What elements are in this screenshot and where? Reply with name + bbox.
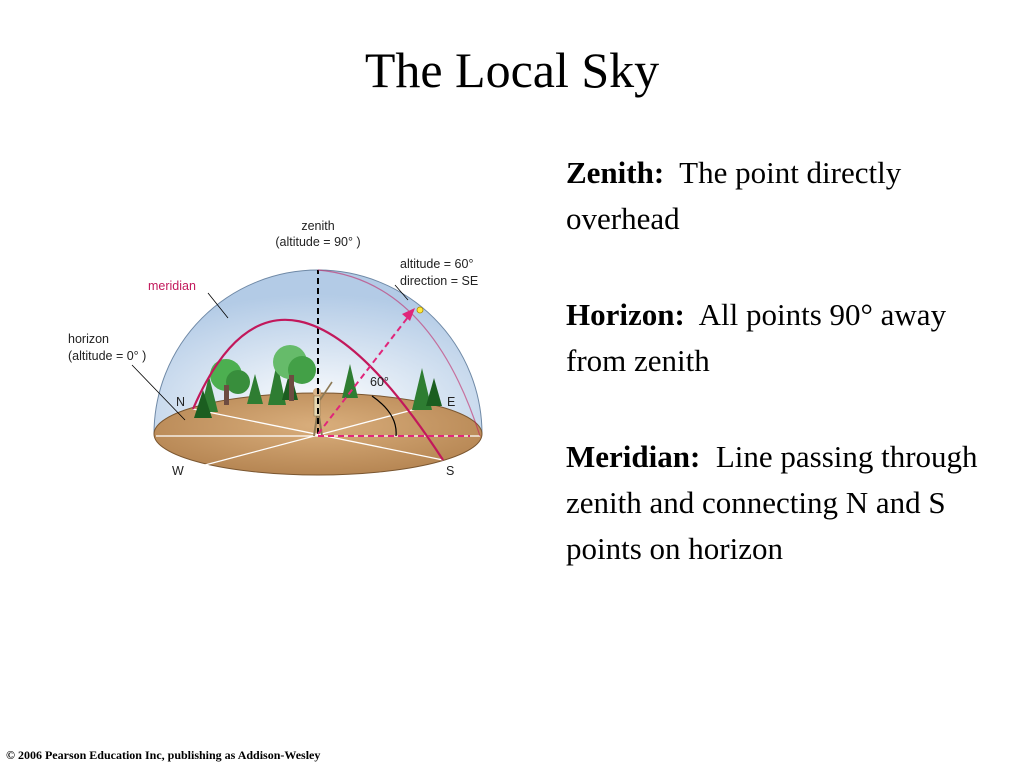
definition-zenith: [566, 150, 986, 242]
definition-text: All points 90° away from zenith: [566, 297, 947, 378]
definition-horizon: [566, 292, 986, 384]
definition-term: Zenith:: [566, 155, 665, 190]
definition-text: Line passing through zenith and connecting N and S points on horizon: [566, 439, 978, 566]
north-label: N: [176, 395, 186, 409]
zenith-altitude-label: (altitude = 90° ): [275, 235, 361, 249]
definitions-panel: [566, 150, 986, 622]
meridian-label: meridian: [148, 279, 196, 293]
star-point: [417, 307, 423, 313]
slide-title: The Local Sky: [364, 42, 660, 98]
definition-text: The point directly overhead: [566, 155, 902, 236]
copyright-footer: © 2006 Pearson Education Inc, publishing as Addison-Wesley: [6, 748, 321, 762]
horizon-altitude-label: (altitude = 0° ): [68, 349, 147, 363]
sky-dome-illustration: [50, 200, 520, 500]
definition-term: Horizon:: [566, 297, 685, 332]
horizon-label: horizon: [68, 332, 109, 346]
west-label: W: [172, 464, 184, 478]
definition-meridian: [566, 434, 986, 572]
zenith-label: zenith: [301, 219, 335, 233]
south-label: S: [446, 464, 455, 478]
star-direction-label: direction = SE: [400, 274, 479, 288]
definition-term: Meridian:: [566, 439, 701, 474]
star-altitude-label: altitude = 60°: [400, 257, 474, 271]
angle-label: 60°: [370, 375, 389, 389]
east-label: E: [447, 395, 456, 409]
local-sky-diagram: [50, 200, 520, 500]
